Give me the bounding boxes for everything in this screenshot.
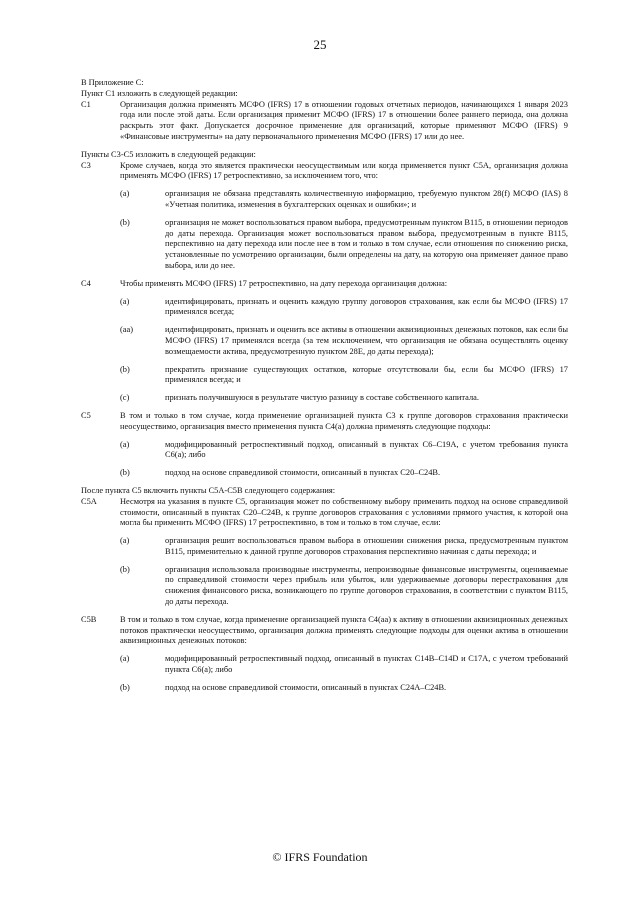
sub-item-text: подход на основе справедливой стоимости, описанный в пунктах С20–С24В. <box>165 468 441 478</box>
paragraph <box>81 279 568 404</box>
sub-item-label: (a) <box>120 189 130 199</box>
sub-item-label: (a) <box>120 536 130 546</box>
sub-item-label: (c) <box>120 393 130 403</box>
sub-item-label: (a) <box>120 296 130 306</box>
sub-item-label: (a) <box>120 439 130 449</box>
section-instruction: Пункты С3-С5 изложить в следующей редакции: <box>81 149 256 159</box>
sub-item <box>120 189 568 211</box>
paragraph-number: C5B <box>81 614 97 624</box>
sub-item-text: организация не может воспользоваться правом выбора, предусмотренным пунктом В115, в отношении периодов до даты перехода. Организация может воспользоваться правом выбора, предусмотренным в пункте В115, перспективно на дату перехода или после нее в том и только в том случае, если отношения по снижению риска, установленные по усмотрению организации, были определены на дату, на которую она применяет данное право выбора, или до нее. <box>165 217 568 270</box>
sub-item-text: идентифицировать, признать и оценить каждую группу договоров страхования, как если бы МСФО (IFRS) 17 применялся всегда; <box>165 296 568 317</box>
sub-item-label: (b) <box>120 364 130 374</box>
sub-item-text: модифицированный ретроспективный подход, описанный в пунктах С14В–С14D и С17А, с учетом требований пункта С6(а); либо <box>165 654 568 675</box>
paragraph-number: C5A <box>81 496 97 506</box>
paragraph <box>81 497 568 608</box>
document-body <box>81 78 568 701</box>
sub-item <box>120 565 568 608</box>
sub-item <box>120 365 568 387</box>
sub-item <box>120 218 568 272</box>
paragraph <box>81 411 568 479</box>
section-instruction: Пункт С1 изложить в следующей редакции: <box>81 88 238 98</box>
sub-item-label: (a) <box>120 654 130 664</box>
paragraph-number: C5 <box>81 410 91 420</box>
paragraph-text: В том и только в том случае, когда применение организацией пункта С4(аа) к активу в отношении аквизиционных денежных потоков практически неосуществимо, организация должна применять следующие подходы для оценки актива в отношении аквизиционных денежных потоков: <box>120 614 568 646</box>
sub-item-text: организация использовала производные инструменты, непроизводные финансовые инструменты, оцениваемые по справедливой стоимости через прибыль или убыток, или удерживаемые договоры перестрахования для снижения финансового риска, возникающего по группе договоров страхования, в соответствии с пунктом В115, до даты перехода. <box>165 564 568 607</box>
sub-item-text: прекратить признание существующих остатков, которые отсутствовали бы, если бы МСФО (IFRS) 17 применялся всегда; и <box>165 364 568 385</box>
paragraph-text: Кроме случаев, когда это является практически неосуществимым или когда применяется пункт С5А, организация должна применять МСФО (IFRS) 17 ретроспективно, за исключением того, что: <box>120 160 568 181</box>
sub-item <box>120 440 568 462</box>
sub-item <box>120 468 568 479</box>
paragraph <box>81 161 568 272</box>
paragraph-content <box>120 497 568 608</box>
paragraph-text: Несмотря на указания в пункте С5, организация может по собственному выбору применить подход на основе справедливой стоимости, описанный в пунктах С20–С24В, к группе договоров страхования с условиями прямого участия, к которой она могла бы применить МСФО (IFRS) 17 ретроспективно, в том и только в том случае, если: <box>120 496 568 528</box>
sub-item-label: (b) <box>120 564 130 574</box>
paragraph-content <box>120 279 568 404</box>
sub-item-text: организация решит воспользоваться правом выбора в отношении снижения риска, предусмотренным пунктом В115, применительно к данной группе договоров страхования перспективно начиная с даты перехода; и <box>165 536 568 556</box>
paragraph-content <box>120 615 568 694</box>
sub-item <box>120 654 568 676</box>
paragraph-content <box>120 100 568 143</box>
sub-item-text: организация не обязана представлять количественную информацию, требуемую пунктом 28(f) МСФО (IAS) 8 «Учетная политика, изменения в бухгалтерских оценках и ошибки»; и <box>165 189 568 209</box>
sub-item-text: подход на основе справедливой стоимости, описанный в пунктах С24А–С24В. <box>165 682 447 692</box>
section-instruction: После пункта С5 включить пункты С5А-С5В следующего содержания: <box>81 485 336 495</box>
paragraph-number: C1 <box>81 99 91 109</box>
footer-copyright: © IFRS Foundation <box>272 850 368 864</box>
paragraph-text: Чтобы применять МСФО (IFRS) 17 ретроспективно, на дату перехода организация должна: <box>120 278 448 288</box>
paragraph-number: C4 <box>81 278 91 288</box>
sub-item <box>120 536 568 558</box>
paragraph <box>81 100 568 143</box>
paragraph-content <box>120 411 568 479</box>
sub-item-text: модифицированный ретроспективный подход, описанный в пунктах С6–С19А, с учетом требования пункта С6(а); либо <box>165 439 568 460</box>
page-number: 25 <box>313 37 327 52</box>
sub-item-text: идентифицировать, признать и оценить все активы в отношении аквизиционных денежных потоков, как если бы МСФО (IFRS) 17 применялся всегда (за тем исключением, что организация не обязана осуществлять оценку возмещаемости актива, предусмотренную пунктом 28Е, до даты перехода); <box>165 325 568 356</box>
paragraph-text: Организация должна применять МСФО (IFRS) 17 в отношении годовых отчетных периодов, начинающихся 1 января 2023 года или после этой даты. Если организация применит МСФО (IFRS) 17 в отношении более раннего периода, она должна раскрыть этот факт. Допускается досрочное применение для организаций, которые применяют МСФО (IFRS) 9 «Финансовые инструменты» на дату первоначального применения МСФО (IFRS) 17 или до нее. <box>120 99 568 141</box>
intro-line: В Приложение С: <box>81 78 144 87</box>
paragraph-number: C3 <box>81 160 91 170</box>
sub-item <box>120 325 568 357</box>
sub-item-label: (aa) <box>120 325 134 335</box>
paragraph <box>81 615 568 694</box>
sub-item <box>120 683 568 694</box>
sub-item <box>120 297 568 319</box>
paragraph-content <box>120 161 568 272</box>
sub-item-label: (b) <box>120 468 130 478</box>
paragraph-text: В том и только в том случае, когда применение организацией пункта С3 к группе договоров страхования практически неосуществимо, организация вместо применения пункта С4(а) должна применять следующие подходы: <box>120 410 568 431</box>
sub-item-label: (b) <box>120 217 130 227</box>
sub-item-label: (b) <box>120 682 130 692</box>
sub-item-text: признать получившуюся в результате чистую разницу в составе собственного капитала. <box>165 393 479 403</box>
sub-item <box>120 393 568 404</box>
